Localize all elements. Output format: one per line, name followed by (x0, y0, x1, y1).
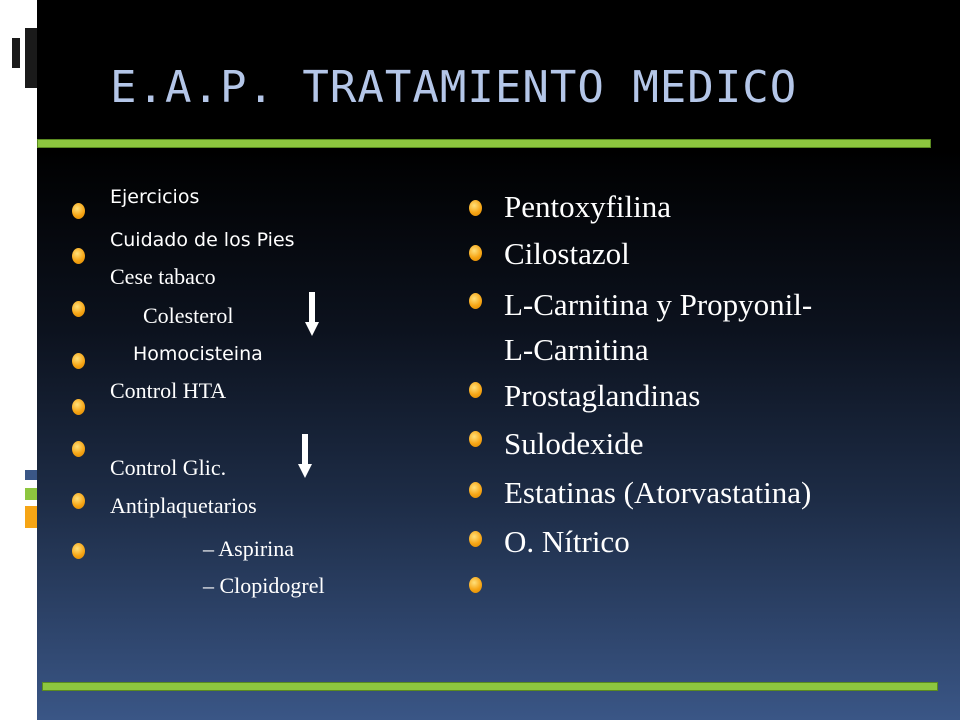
bottom-rule (42, 682, 938, 691)
item-homocisteina: Homocisteina (133, 343, 263, 365)
bullet-icon (469, 577, 482, 593)
slide-title: E.A.P. TRATAMIENTO MEDICO (110, 62, 798, 113)
bullet-icon (469, 200, 482, 216)
item-aspirina: – Aspirina (203, 536, 295, 561)
bullet-icon (72, 248, 85, 264)
down-arrow-icon (295, 432, 315, 482)
item-oxido-nitrico: O. Nítrico (504, 524, 630, 559)
bullet-icon (72, 543, 85, 559)
bullet-icon (72, 203, 85, 219)
item-cilostazol: Cilostazol (504, 236, 630, 271)
item-ejercicios: Ejercicios (110, 186, 200, 208)
side-decoration-blue (25, 470, 37, 480)
bullet-icon (469, 431, 482, 447)
bullet-icon (72, 441, 85, 457)
bullet-icon (469, 482, 482, 498)
bullet-icon (72, 493, 85, 509)
bullet-icon (72, 353, 85, 369)
item-colesterol: Colesterol (143, 303, 234, 328)
item-cese-tabaco: Cese tabaco (110, 264, 216, 289)
item-carnitina-line2: L-Carnitina (504, 332, 649, 367)
corner-decoration (25, 28, 37, 88)
bullet-icon (469, 382, 482, 398)
item-control-glic: Control Glic. (110, 455, 227, 480)
bullet-icon (469, 293, 482, 309)
bullet-icon (72, 399, 85, 415)
bullet-icon (469, 245, 482, 261)
item-prostaglandinas: Prostaglandinas (504, 378, 701, 413)
item-carnitina-line1: L-Carnitina y Propyonil- (504, 287, 813, 322)
item-pentoxyfilina: Pentoxyfilina (504, 189, 672, 224)
bullet-icon (72, 301, 85, 317)
title-underline (37, 139, 931, 148)
bullet-icon (469, 531, 482, 547)
corner-decoration (12, 38, 20, 68)
side-decoration-orange (25, 506, 37, 528)
item-control-hta: Control HTA (110, 378, 227, 403)
side-decoration-green (25, 488, 37, 500)
item-antiplaquetarios: Antiplaquetarios (110, 493, 257, 518)
left-decorative-band (0, 0, 37, 720)
item-clopidogrel: – Clopidogrel (203, 573, 325, 598)
item-cuidado-pies: Cuidado de los Pies (110, 229, 295, 251)
item-estatinas: Estatinas (Atorvastatina) (504, 475, 812, 510)
down-arrow-icon (302, 290, 322, 340)
item-sulodexide: Sulodexide (504, 426, 644, 461)
